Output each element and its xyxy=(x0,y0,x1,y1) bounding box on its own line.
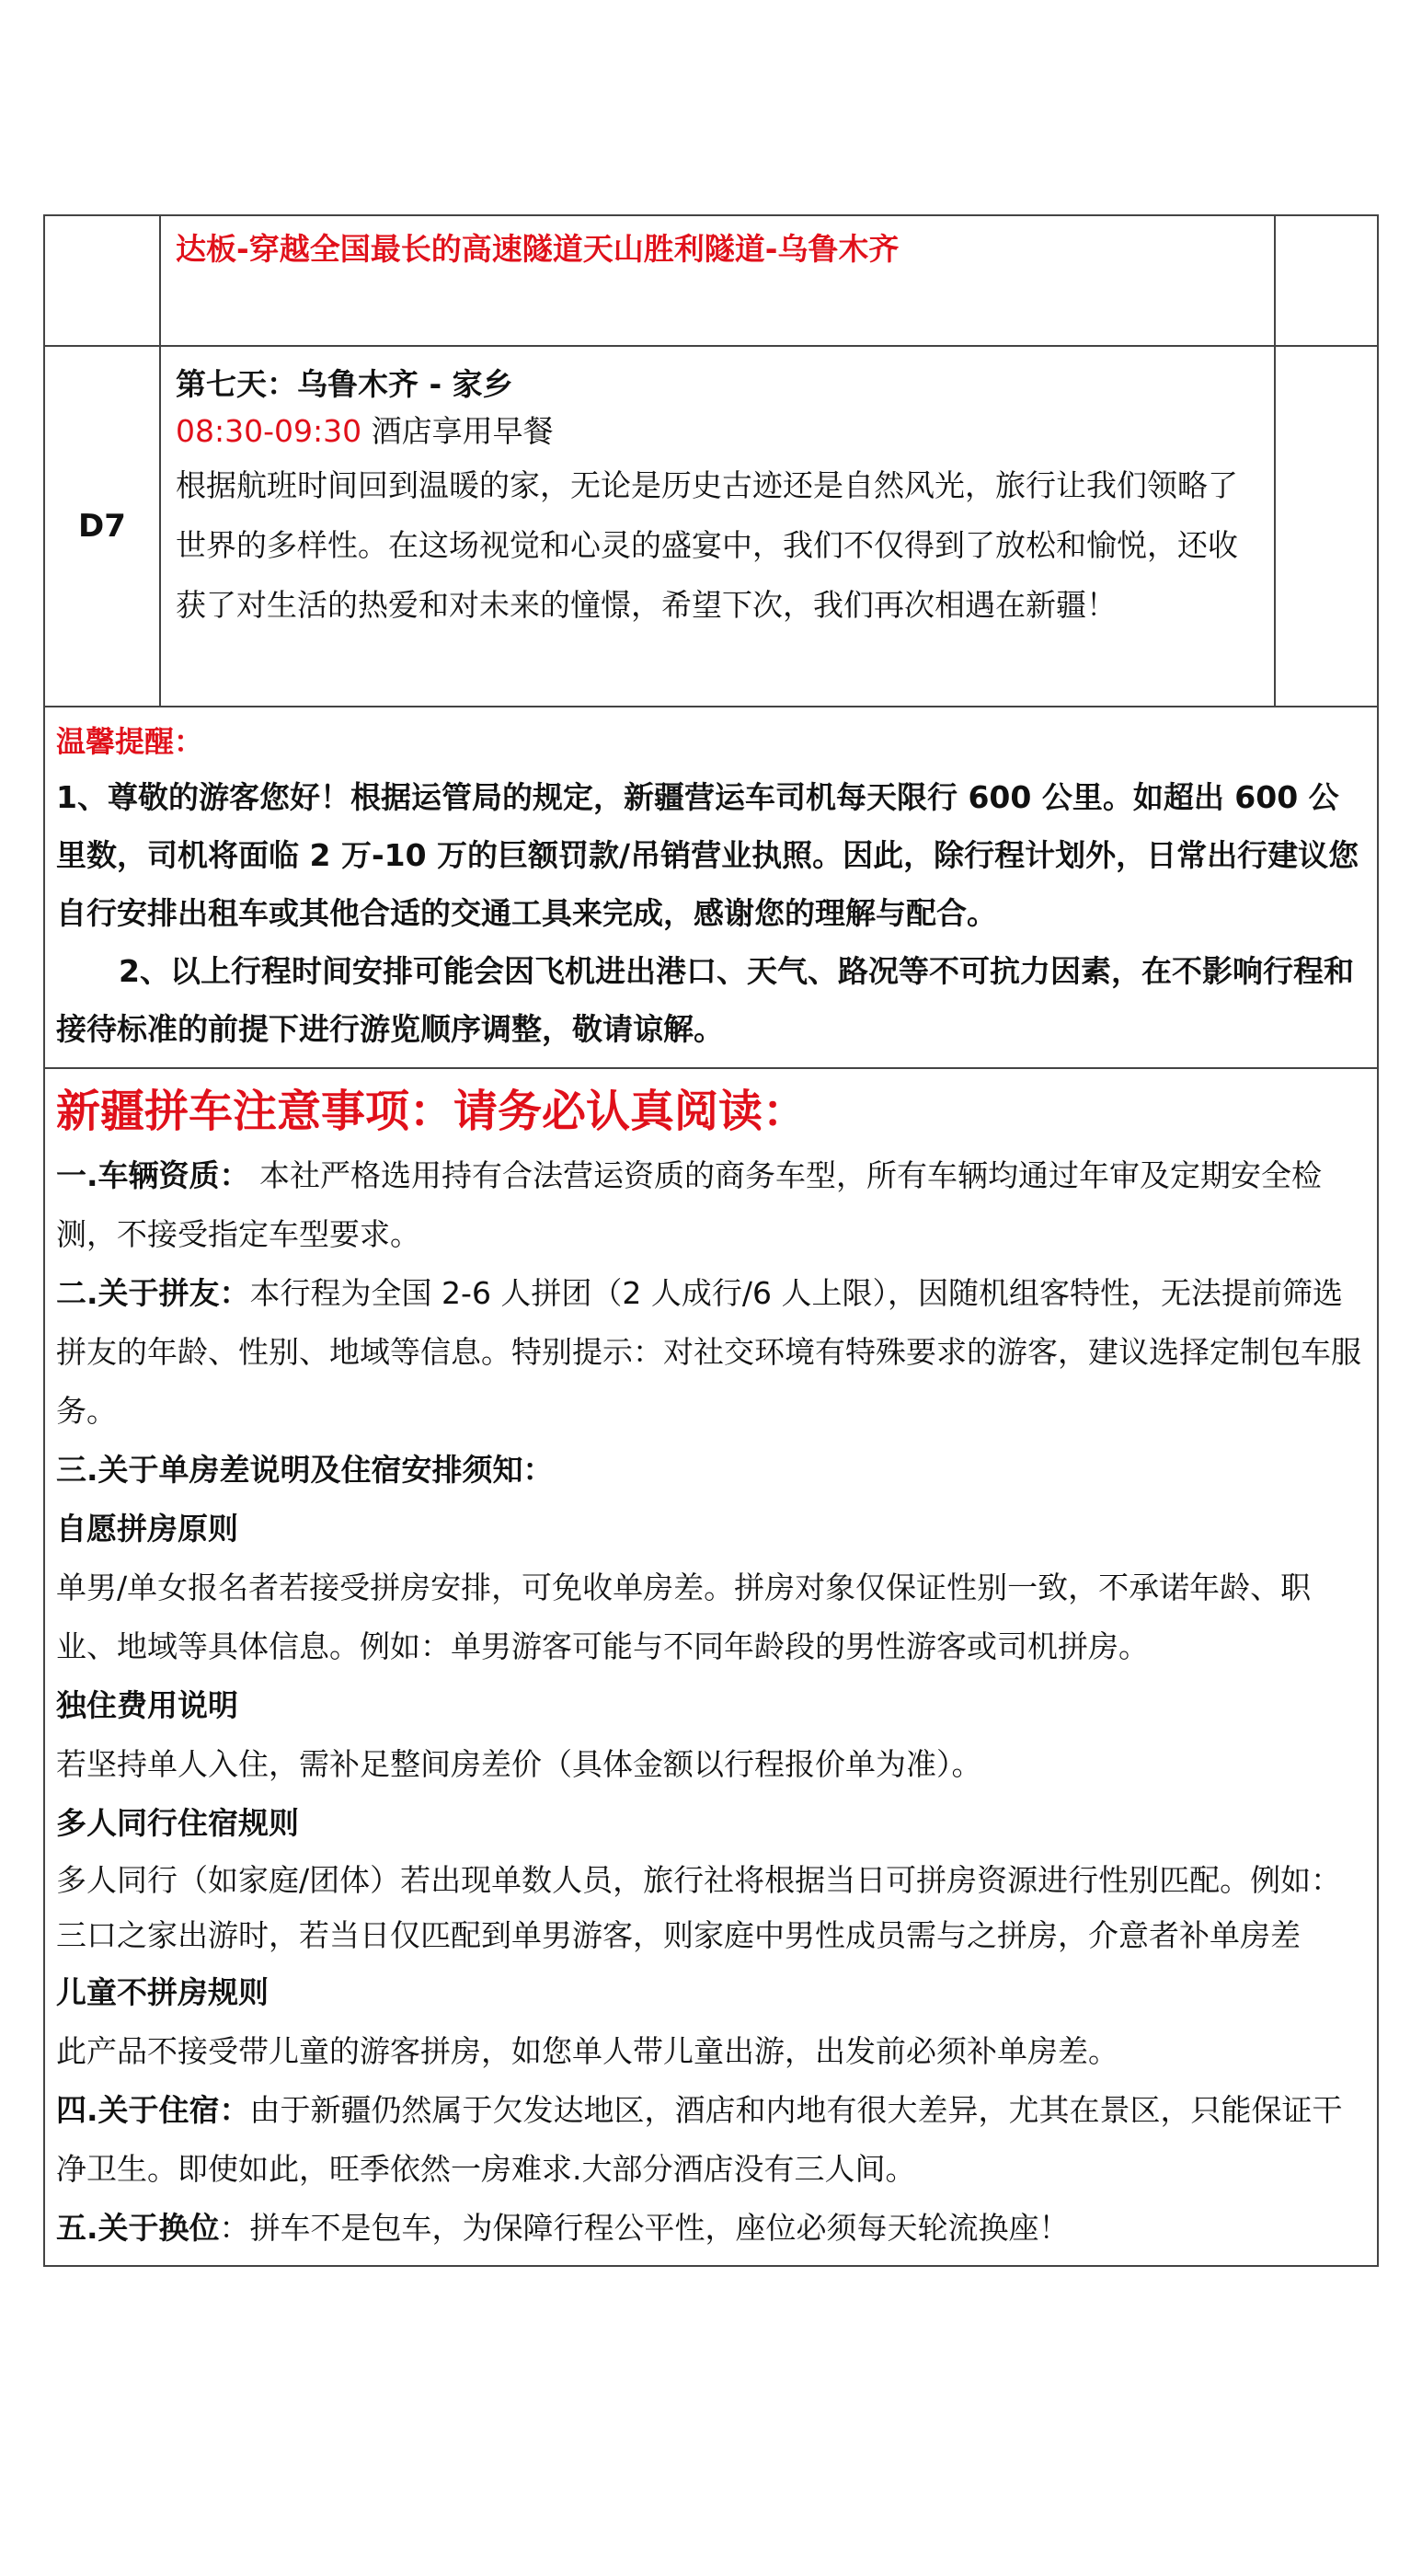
note-room-voluntary-title: 自愿拼房原则 xyxy=(56,1511,238,1547)
day-title: 第七天：乌鲁木齐 - 家乡 xyxy=(176,366,513,402)
day-description: 根据航班时间回到温暖的家，无论是历史古迹还是自然风光，旅行让我们领略了世界的多样性。在这场视觉和心灵的盛宴中，我们不仅得到了放松和愉悦，还收获了对生活的热爱和对未来的憧憬，希望下次，我们再次相遇在新疆！ xyxy=(176,467,1238,623)
route-cell xyxy=(160,215,1275,346)
note-room-group-text: 多人同行（如家庭/团体）若出现单数人员，旅行社将根据当日可拼房资源进行性别匹配。例如：三口之家出游时，若当日仅匹配到单男游客，则家庭中男性成员需与之拼房，介意者补单房差 xyxy=(56,1862,1342,1953)
note-hotel-label: 四.关于住宿： xyxy=(56,2092,250,2128)
note-room-child-text: 此产品不接受带儿童的游客拼房，如您单人带儿童出游，出发前必须补单房差。 xyxy=(56,2033,1118,2069)
tips-section xyxy=(43,707,1379,1069)
document-page xyxy=(43,214,1379,2267)
note-room-single-text: 若坚持单人入住，需补足整间房差价（具体金额以行程报价单为准）。 xyxy=(56,1746,982,1782)
note-room-heading: 三.关于单房差说明及住宿安排须知： xyxy=(56,1452,554,1488)
day-cell-empty xyxy=(44,215,160,346)
note-room-child-title: 儿童不拼房规则 xyxy=(56,1974,269,2010)
itinerary-row-d7 xyxy=(44,346,1378,707)
note-seat xyxy=(56,2199,1366,2258)
note-partners-label: 二.关于拼友： xyxy=(56,1275,250,1311)
note-partners xyxy=(56,1264,1366,1441)
notes-title: 新疆拼车注意事项：请务必认真阅读： xyxy=(56,1086,808,1137)
breakfast-line xyxy=(176,408,1259,455)
tips-item-1: 1、尊敬的游客您好！根据运管局的规定，新疆营运车司机每天限行 600 公里。如超出 600 公里数，司机将面临 2 万-10 万的巨额罚款/吊销营业执照。因此，除行程计划外，日常出行建议您自行安排出租车或其他合适的交通工具来完成，感谢您的理解与配合。 xyxy=(56,779,1359,931)
note-vehicle-label: 一.车辆资质： xyxy=(56,1157,250,1193)
tips-title: 温馨提醒： xyxy=(56,724,204,759)
note-room-group-title: 多人同行住宿规则 xyxy=(56,1805,299,1841)
tips-item-2: 2、以上行程时间安排可能会因飞机进出港口、天气、路况等不可抗力因素，在不影响行程和接待标准的前提下进行游览顺序调整，敬请谅解。 xyxy=(56,953,1354,1047)
note-seat-text: ：拼车不是包车，为保障行程公平性，座位必须每天轮流换座！ xyxy=(219,2210,1070,2246)
itinerary-table xyxy=(43,214,1379,707)
notes-section xyxy=(43,1069,1379,2267)
day-content-cell xyxy=(160,346,1275,707)
note-room-voluntary-text: 单男/单女报名者若接受拼房安排，可免收单房差。拼房对象仅保证性别一致，不承诺年龄、职业、地域等具体信息。例如：单男游客可能与不同年龄段的男性游客或司机拼房。 xyxy=(56,1570,1312,1664)
note-vehicle xyxy=(56,1146,1366,1264)
note-partners-text: 本行程为全国 2-6 人拼团（2 人成行/6 人上限），因随机组客特性，无法提前筛选拼友的年龄、性别、地域等信息。特别提示：对社交环境有特殊要求的游客，建议选择定制包车服务。 xyxy=(56,1275,1361,1429)
note-hotel-text: 由于新疆仍然属于欠发达地区，酒店和内地有很大差异，尤其在景区，只能保证干净卫生。即使如此，旺季依然一房难求.大部分酒店没有三人间。 xyxy=(56,2092,1343,2187)
breakfast-time: 08:30-09:30 xyxy=(176,413,362,449)
route-text: 达板-穿越全国最长的高速隧道天山胜利隧道-乌鲁木齐 xyxy=(176,231,900,267)
note-seat-label: 五.关于换位 xyxy=(56,2210,220,2246)
breakfast-text: 酒店享用早餐 xyxy=(361,413,554,449)
note-room-single-title: 独住费用说明 xyxy=(56,1687,238,1723)
note-hotel xyxy=(56,2081,1366,2199)
side-cell xyxy=(1275,346,1378,707)
side-cell xyxy=(1275,215,1378,346)
itinerary-row-route xyxy=(44,215,1378,346)
day-label: D7 xyxy=(44,346,160,707)
note-vehicle-text: 本社严格选用持有合法营运资质的商务车型，所有车辆均通过年审及定期安全检测，不接受指定车型要求。 xyxy=(56,1157,1323,1252)
